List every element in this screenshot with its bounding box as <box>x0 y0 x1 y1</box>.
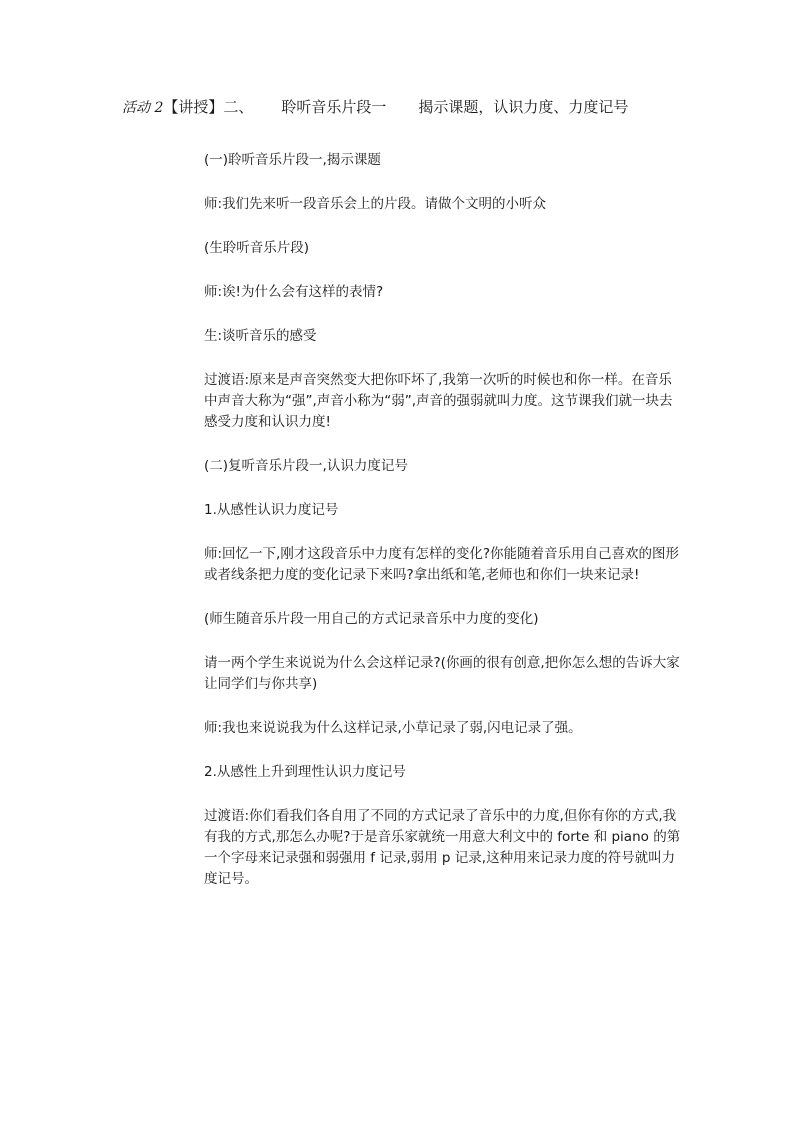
section-tag: 【讲授】二、 <box>163 98 254 116</box>
section-title-part2: 揭示课题，认识力度、力度记号 <box>418 98 629 116</box>
paragraph: (师生随音乐片段一用自己的方式记录音乐中力度的变化) <box>204 611 539 627</box>
paragraph: 生:谈听音乐的感受 <box>204 328 317 344</box>
section-heading <box>122 96 628 119</box>
paragraph: (二)复听音乐片段一,认识力度记号 <box>204 458 408 474</box>
document-body <box>204 150 684 913</box>
paragraph: (一)聆听音乐片段一,揭示课题 <box>204 152 381 168</box>
paragraph: 过渡语:你们看我们各自用了不同的方式记录了音乐中的力度,但你有你的方式,我有我的方式,那怎么办呢?于是音乐家就统一用意大利文中的 forte 和 piano 的第一个字母来记录强和弱强用 f 记录,弱用 p 记录,这种用来记录力度的符号就叫力度记号。 <box>204 808 681 887</box>
paragraph: 1.从感性认识力度记号 <box>204 502 339 518</box>
activity-label: 活动 2 <box>122 100 164 116</box>
paragraph: 师:我们先来听一段音乐会上的片段。请做个文明的小听众 <box>204 196 547 212</box>
paragraph: 师:我也来说说我为什么这样记录,小草记录了弱,闪电记录了强。 <box>204 720 582 736</box>
paragraph: 师:诶!为什么会有这样的表情? <box>204 284 384 300</box>
paragraph: 2.从感性上升到理性认识力度记号 <box>204 764 406 780</box>
section-title-part1: 聆听音乐片段一 <box>281 98 387 116</box>
paragraph: 过渡语:原来是声音突然变大把你吓坏了,我第一次听的时候也和你一样。在音乐中声音大称为“强”,声音小称为“弱”,声音的强弱就叫力度。这节课我们就一块去感受力度和认识力度! <box>204 372 673 430</box>
paragraph: 师:回忆一下,刚才这段音乐中力度有怎样的变化?你能随着音乐用自己喜欢的图形或者线条把力度的变化记录下来吗?拿出纸和笔,老师也和你们一块来记录! <box>204 546 680 583</box>
paragraph: 请一两个学生来说说为什么会这样记录?(你画的很有创意,把你怎么想的告诉大家让同学们与你共享) <box>204 655 680 692</box>
paragraph: (生聆听音乐片段) <box>204 240 310 256</box>
